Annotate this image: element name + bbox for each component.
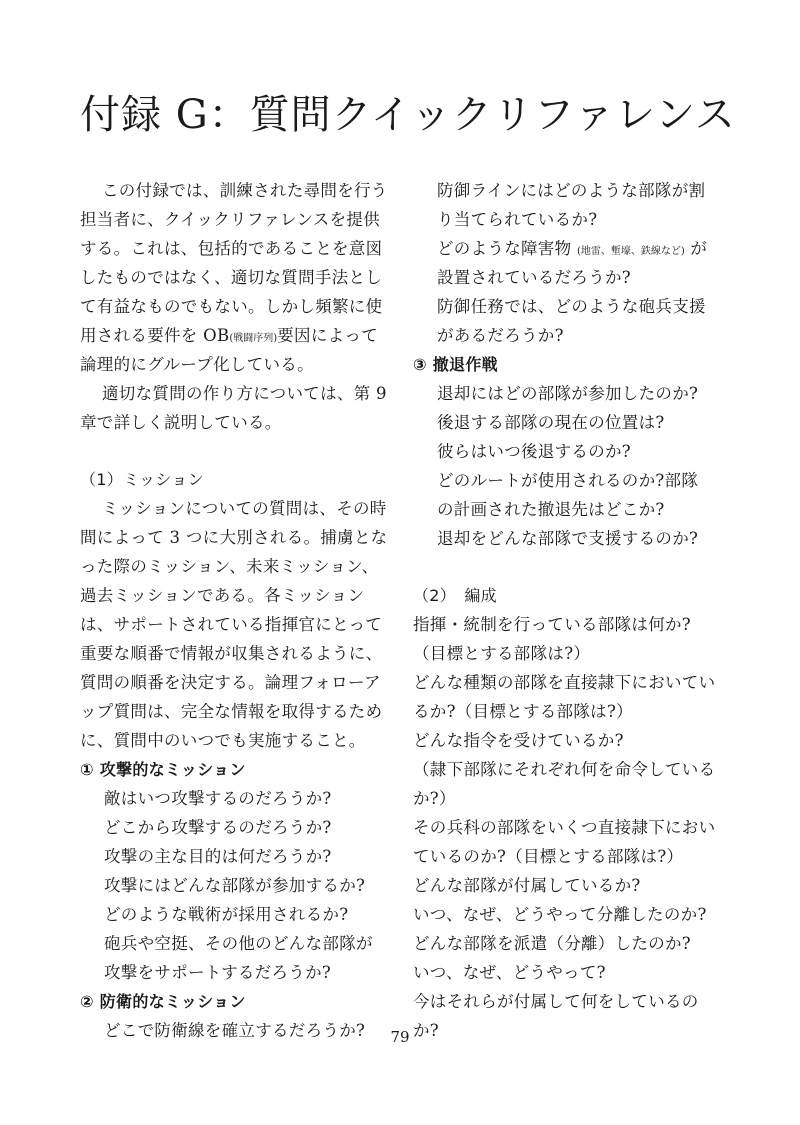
question-item: 後退する部隊の現在の位置は? <box>437 413 665 432</box>
right-column <box>413 176 723 1045</box>
question-item: 退却にはどの部隊が参加したのか? <box>437 384 699 403</box>
paragraph-line: 間によって 3 つに大別される。捕虜とな <box>80 528 388 547</box>
question-item: 今はそれらが付属して何をしているの <box>413 992 699 1011</box>
intro-line: 担当者に、クイックリファレンスを提供 <box>80 210 381 229</box>
question-item: があるだろうか? <box>437 326 564 345</box>
intro-line: て有益なものでもない。しかし頻繁に使 <box>80 297 383 316</box>
paragraph-line: 質問の順番を決定する。論理フォローア <box>80 673 381 692</box>
question-item: か?） <box>413 789 456 808</box>
question-item: か? <box>413 1021 439 1040</box>
question-item: 防御任務では、どのような砲兵支援 <box>437 297 706 316</box>
question-item: いつ、なぜ、どうやって分離したのか? <box>413 905 707 924</box>
question-item: （目標とする部隊は?） <box>413 644 591 663</box>
question-item: 退却をどんな部隊で支援するのか? <box>437 529 699 548</box>
paragraph-line: った際のミッション、未来ミッション、 <box>80 557 379 576</box>
question-item: 攻撃の主な目的は何だろうか? <box>104 847 332 866</box>
question-item: どんな指令を受けているか? <box>413 731 624 750</box>
intro-line: この付録では、訓練された尋問を行う <box>102 181 388 200</box>
question-item: 攻撃をサポートするだろうか? <box>104 963 332 982</box>
intro-line: したものではなく、適切な質問手法とし <box>80 268 383 287</box>
question-item: るか?（目標とする部隊は?） <box>413 702 633 721</box>
section-heading-organization: （2） 編成 <box>413 586 497 605</box>
question-item: その兵科の部隊をいくつ直接隷下におい <box>413 818 716 837</box>
question-item: どこで防衛線を確立するだろうか? <box>104 1021 366 1040</box>
reference-line: 章で詳しく説明している。 <box>80 413 282 432</box>
question-item: 彼らはいつ後退するのか? <box>437 442 631 461</box>
question-item: どんな種類の部隊を直接隷下においてい <box>413 673 716 692</box>
question-item: の計画された撤退先はどこか? <box>437 500 665 519</box>
paragraph-line: に、質問中のいつでも実施すること。 <box>80 731 366 750</box>
question-item: り当てられているか? <box>437 210 598 229</box>
page-title: 付録 G：質問クイックリファレンス <box>80 92 736 138</box>
intro-text: 要因によって <box>277 326 379 345</box>
question-item: どのルートが使用されるのか?部隊 <box>437 471 699 490</box>
paragraph-line: 重要な順番で情報が収集されるように、 <box>80 644 383 663</box>
annotation-small: (戦闘序列) <box>229 333 278 344</box>
question-item: 設置されているだろうか? <box>437 268 631 287</box>
subheading-defense: ② 防衛的なミッション <box>80 992 246 1011</box>
intro-text: 用される要件を OB <box>80 326 230 345</box>
left-column <box>80 176 388 1045</box>
section-heading-mission: （1）ミッション <box>80 470 204 489</box>
question-text: どのような障害物 <box>437 239 572 258</box>
intro-line: する。これは、包括的であることを意図 <box>80 239 383 258</box>
question-item: ているのか?（目標とする部隊は?） <box>413 847 684 866</box>
paragraph-line: 過去ミッションである。各ミッション <box>80 586 365 605</box>
question-item: どんな部隊が付属しているか? <box>413 876 641 895</box>
paragraph-line: は、サポートされている指揮官にとって <box>80 615 383 634</box>
question-item: （隷下部隊にそれぞれ何を命令している <box>413 760 716 779</box>
question-item: 防御ラインにはどのような部隊が割 <box>437 181 706 200</box>
subheading-retreat: ③ 撤退作戦 <box>413 355 498 374</box>
annotation-small: (地雷、塹壕、鉄線など) <box>576 246 685 257</box>
paragraph-line: ップ質問は、完全な情報を取得するため <box>80 702 383 721</box>
question-item: どこから攻撃するのだろうか? <box>104 818 332 837</box>
question-item: どのような戦術が採用されるか? <box>104 905 349 924</box>
paragraph-line: ミッションについての質問は、その時 <box>102 499 387 518</box>
question-item <box>413 234 723 263</box>
question-item: 指揮・統制を行っている部隊は何か? <box>413 615 691 634</box>
question-item: 攻撃にはどんな部隊が参加するか? <box>104 876 366 895</box>
subheading-attack: ① 攻撃的なミッション <box>80 760 246 779</box>
intro-line: 論理的にグループ化している。 <box>80 355 314 374</box>
reference-line: 適切な質問の作り方については、第 9 <box>102 384 387 403</box>
question-item: いつ、なぜ、どうやって? <box>413 963 606 982</box>
page-number: 79 <box>390 1028 410 1046</box>
question-text: が <box>690 239 708 258</box>
question-item: 砲兵や空挺、その他のどんな部隊が <box>104 934 373 953</box>
question-item: 敵はいつ攻撃するのだろうか? <box>104 789 332 808</box>
intro-line <box>80 321 385 350</box>
question-item: どんな部隊を派遣（分離）したのか? <box>413 934 691 953</box>
